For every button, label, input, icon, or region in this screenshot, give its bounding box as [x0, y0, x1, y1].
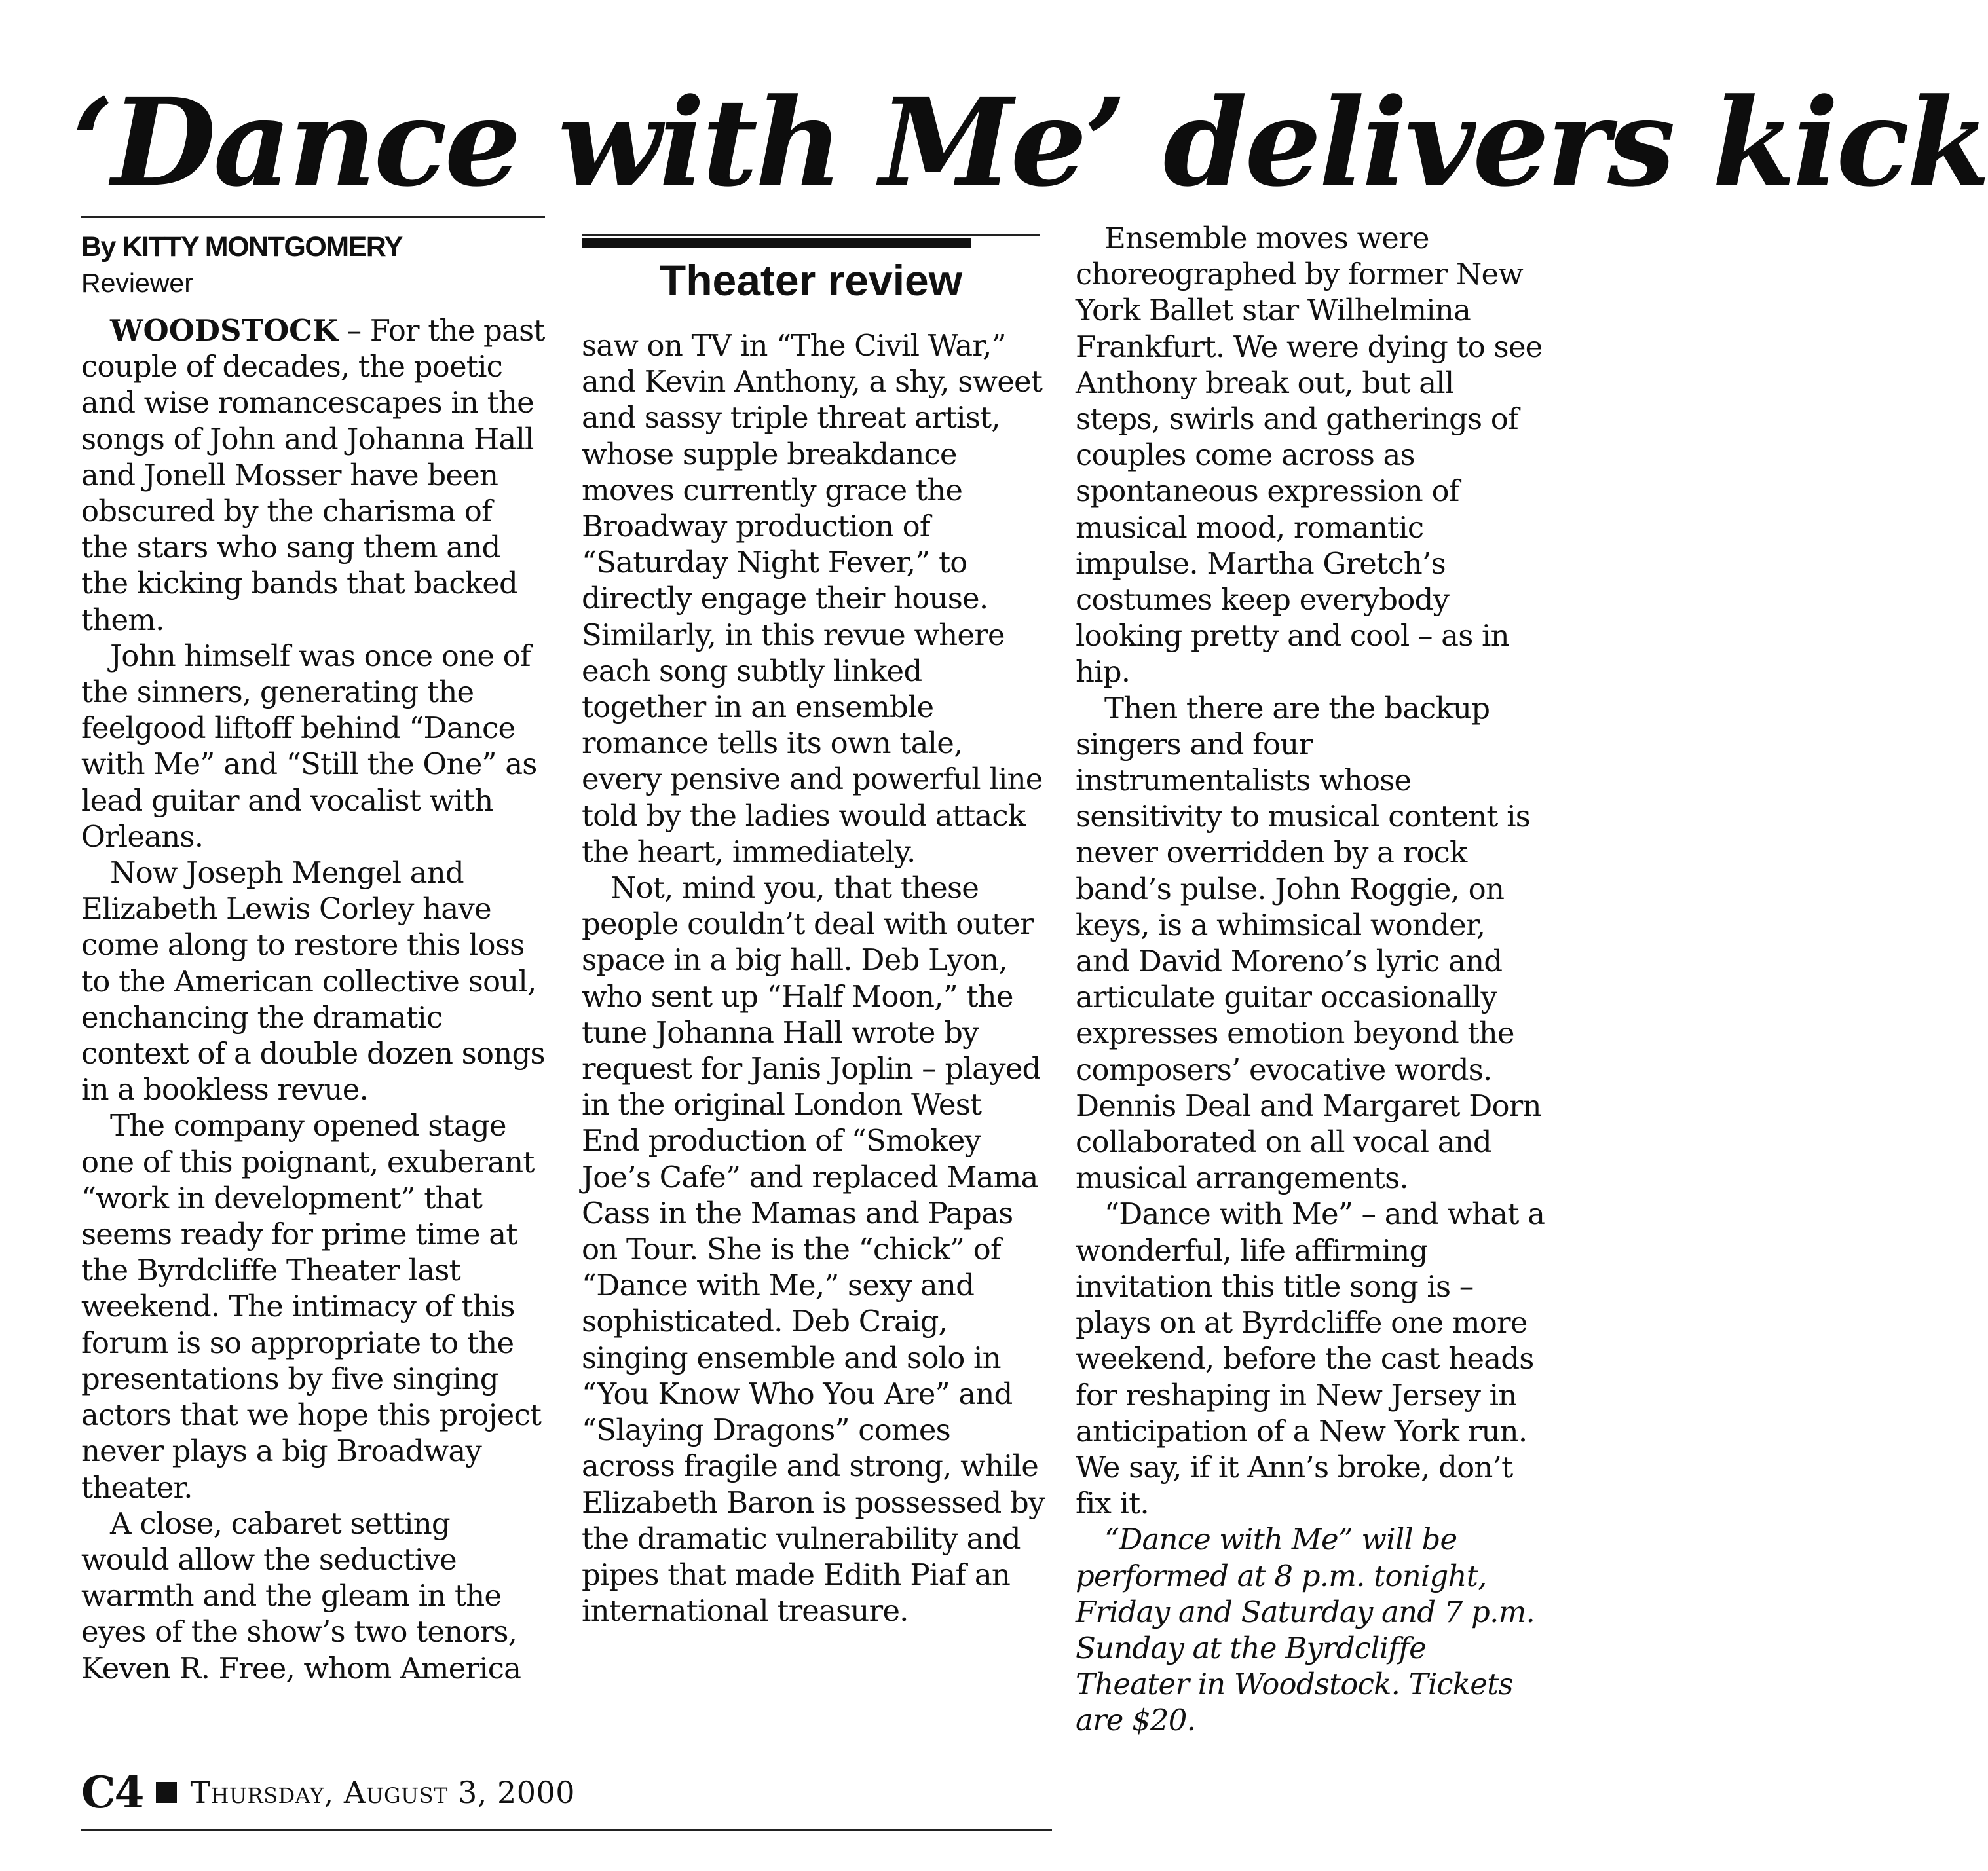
- headline: ‘Dance with Me’ delivers kick: [72, 72, 1988, 213]
- page-number: C4: [81, 1767, 143, 1818]
- paragraph: Now Joseph Mengel and Elizabeth Lewis Corley have come along to restore this loss to the American collective soul, enchancing the dramatic context of a double dozen songs in a bookless revue.: [81, 855, 545, 1107]
- paragraph: John himself was once one of the sinners, generating the feelgood liftoff behind “Dance with Me” and “Still the One” as lead guitar and vocalist with Orleans.: [81, 638, 537, 854]
- column-top-rule: [81, 216, 545, 218]
- paragraph: Ensemble moves were choreographed by former New York Ballet star Wilhelmina Frankfurt. We were dying to see Anthony break out, but all steps, swirls and gatherings of couples come across as spontaneous expression of musical mood, romantic impulse. Martha Gretch’s costumes keep everybody looking pretty and cool – as in hip.: [1076, 221, 1543, 690]
- column-3-body: [1076, 220, 1546, 1739]
- page-footer: [81, 1763, 575, 1822]
- column-1-body: [81, 312, 545, 1686]
- column-2-body: [582, 327, 1048, 1629]
- paragraph-text: – For the past couple of decades, the poetic and wise romancescapes in the songs of John and Johanna Hall and Jonell Mosser have been obscured by the charisma of the stars who sang them and the kicking bands that backed them.: [81, 313, 545, 637]
- section-label: Theater review: [659, 256, 963, 305]
- section-rule-thick: [582, 238, 971, 248]
- section-rule-thin: [582, 234, 1040, 236]
- paragraph: [81, 312, 545, 638]
- paragraph: The company opened stage one of this poignant, exuberant “work in development” that seems ready for prime time at the Byrdcliffe Theater last weekend. The intimacy of this forum is so appropriate to the presentations by five singing actors that we hope this project never plays a big Broadway theater.: [81, 1108, 542, 1505]
- byline-role: Reviewer: [81, 268, 193, 298]
- paragraph: saw on TV in “The Civil War,” and Kevin Anthony, a shy, sweet and sassy triple threat artist, whose supple breakdance moves currently grace the Broadway production of “Saturday Night Fever,” to directly engage their house. Similarly, in this revue where each song subtly linked together in an ensemble romance tells its own tale, every pensive and powerful line told by the ladies would attack the heart, immediately.: [582, 328, 1043, 869]
- performance-note: “Dance with Me” will be performed at 8 p.m. tonight, Friday and Saturday and 7 p.m. Sunday at the Byrdcliffe Theater in Woodstock. Tickets are $20.: [1076, 1522, 1535, 1738]
- dateline: WOODSTOCK: [110, 313, 339, 348]
- article-column-1: [81, 216, 545, 1686]
- footer-rule: [81, 1829, 1052, 1831]
- paragraph: A close, cabaret setting would allow the seductive warmth and the gleam in the eyes of the show’s two tenors, Keven R. Free, whom America: [81, 1506, 521, 1686]
- article-column-3: [1076, 220, 1546, 1739]
- byline: By KITTY MONTGOMERY: [81, 231, 402, 263]
- section-label-box: [582, 216, 1048, 327]
- article-column-2: [582, 216, 1048, 1629]
- paragraph: Then there are the backup singers and four instrumentalists whose sensitivity to musical content is never overridden by a rock band’s pulse. John Roggie, on keys, is a whimsical wonder, and David Moreno’s lyric and articulate guitar occasionally expresses emotion beyond the composers’ evocative words. Dennis Deal and Margaret Dorn collaborated on all vocal and musical arrangements.: [1076, 690, 1541, 1196]
- square-bullet-icon: [156, 1782, 177, 1803]
- issue-date: Thursday, August 3, 2000: [190, 1775, 576, 1810]
- paragraph: “Dance with Me” – and what a wonderful, life affirming invitation this title song is – plays on at Byrdcliffe one more weekend, before the cast heads for reshaping in New Jersey in anticipation of a New York run. We say, if it Ann’s broke, don’t fix it.: [1076, 1196, 1545, 1521]
- paragraph: Not, mind you, that these people couldn’t deal with outer space in a big hall. Deb Lyon, who sent up “Half Moon,” the tune Johanna Hall wrote by request for Janis Joplin – played in the original London West End production of “Smokey Joe’s Cafe” and replaced Mama Cass in the Mamas and Papas on Tour. She is the “chick” of “Dance with Me,” sexy and sophisticated. Deb Craig, singing ensemble and solo in “You Know Who You Are” and “Slaying Dragons” comes across fragile and strong, while Elizabeth Baron is possessed by the dramatic vulnerability and pipes that made Edith Piaf an international treasure.: [582, 870, 1045, 1629]
